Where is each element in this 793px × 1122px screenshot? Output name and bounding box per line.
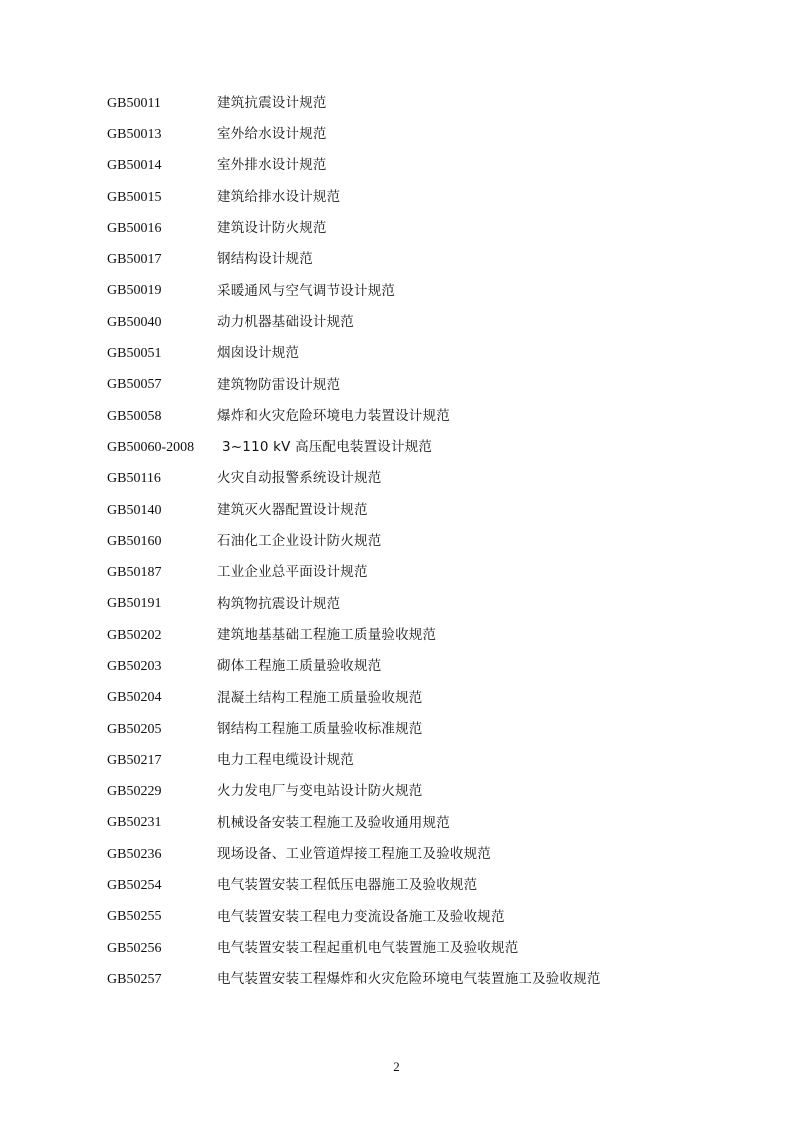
standard-title: 砌体工程施工质量验收规范 bbox=[217, 658, 382, 675]
list-item bbox=[107, 182, 727, 213]
list-item bbox=[107, 589, 727, 620]
list-item bbox=[107, 683, 727, 714]
standard-code: GB50217 bbox=[107, 752, 162, 768]
standard-title: 电气装置安装工程低压电器施工及验收规范 bbox=[217, 877, 478, 894]
standard-title: 室外给水设计规范 bbox=[217, 126, 327, 143]
list-item bbox=[107, 119, 727, 150]
standard-title: 3~110 kV 高压配电装置设计规范 bbox=[222, 439, 433, 456]
standard-title: 建筑灭火器配置设计规范 bbox=[217, 501, 368, 518]
standard-code: GB50116 bbox=[107, 471, 161, 487]
standard-title: 爆炸和火灾危险环境电力装置设计规范 bbox=[217, 407, 450, 424]
standard-code: GB50011 bbox=[107, 95, 161, 111]
standard-code: GB50160 bbox=[107, 533, 162, 549]
standard-code: GB50187 bbox=[107, 565, 162, 581]
standard-title: 工业企业总平面设计规范 bbox=[217, 564, 368, 581]
page-number: 2 bbox=[393, 1059, 400, 1074]
list-item bbox=[107, 151, 727, 182]
list-item bbox=[107, 870, 727, 901]
list-item bbox=[107, 338, 727, 369]
standard-title: 机械设备安装工程施工及验收通用规范 bbox=[217, 814, 450, 831]
standard-code: GB50255 bbox=[107, 909, 162, 925]
list-item bbox=[107, 88, 727, 119]
list-item bbox=[107, 964, 727, 995]
standards-list bbox=[107, 88, 727, 996]
standard-title: 室外排水设计规范 bbox=[217, 157, 327, 174]
standard-code: GB50057 bbox=[107, 377, 162, 393]
standard-title: 建筑设计防火规范 bbox=[217, 220, 327, 237]
standard-code: GB50254 bbox=[107, 878, 162, 894]
list-item bbox=[107, 933, 727, 964]
standard-code: GB50015 bbox=[107, 189, 162, 205]
list-item bbox=[107, 902, 727, 933]
list-item bbox=[107, 432, 727, 463]
standard-title: 建筑物防雷设计规范 bbox=[217, 376, 341, 393]
standard-code: GB50040 bbox=[107, 314, 162, 330]
list-item bbox=[107, 808, 727, 839]
standard-title: 钢结构设计规范 bbox=[217, 251, 313, 268]
standard-title: 石油化工企业设计防火规范 bbox=[217, 533, 382, 550]
list-item bbox=[107, 244, 727, 275]
list-item bbox=[107, 839, 727, 870]
standard-title: 电气装置安装工程起重机电气装置施工及验收规范 bbox=[217, 939, 519, 956]
standard-code: GB50016 bbox=[107, 220, 162, 236]
standard-title: 现场设备、工业管道焊接工程施工及验收规范 bbox=[217, 846, 491, 863]
standard-code: GB50140 bbox=[107, 502, 162, 518]
standard-title: 钢结构工程施工质量验收标准规范 bbox=[217, 720, 423, 737]
standard-title: 烟囱设计规范 bbox=[217, 345, 300, 362]
list-item bbox=[107, 464, 727, 495]
list-item bbox=[107, 777, 727, 808]
standard-code: GB50019 bbox=[107, 283, 162, 299]
standard-code: GB50256 bbox=[107, 940, 162, 956]
standard-code: GB50204 bbox=[107, 690, 162, 706]
standard-code: GB50058 bbox=[107, 408, 162, 424]
standard-code: GB50013 bbox=[107, 126, 162, 142]
list-item bbox=[107, 745, 727, 776]
standard-code: GB50236 bbox=[107, 846, 162, 862]
list-item bbox=[107, 307, 727, 338]
list-item bbox=[107, 276, 727, 307]
list-item bbox=[107, 213, 727, 244]
standard-code: GB50017 bbox=[107, 252, 162, 268]
list-item bbox=[107, 557, 727, 588]
list-item bbox=[107, 495, 727, 526]
standard-title: 电气装置安装工程电力变流设备施工及验收规范 bbox=[217, 908, 505, 925]
standard-title: 火力发电厂与变电站设计防火规范 bbox=[217, 783, 423, 800]
standard-title: 采暖通风与空气调节设计规范 bbox=[217, 282, 396, 299]
standard-title: 动力机器基础设计规范 bbox=[217, 313, 354, 330]
standard-title: 建筑地基基础工程施工质量验收规范 bbox=[217, 626, 437, 643]
list-item bbox=[107, 620, 727, 651]
list-item bbox=[107, 651, 727, 682]
standard-title: 建筑给排水设计规范 bbox=[217, 188, 341, 205]
list-item bbox=[107, 370, 727, 401]
standard-title: 电气装置安装工程爆炸和火灾危险环境电气装置施工及验收规范 bbox=[217, 971, 601, 988]
standard-code: GB50051 bbox=[107, 346, 162, 362]
standard-code: GB50191 bbox=[107, 596, 162, 612]
standard-code: GB50202 bbox=[107, 627, 162, 643]
standard-title: 混凝土结构工程施工质量验收规范 bbox=[217, 689, 423, 706]
list-item bbox=[107, 714, 727, 745]
standard-title: 建筑抗震设计规范 bbox=[217, 94, 327, 111]
standard-code: GB50205 bbox=[107, 721, 162, 737]
standard-code: GB50229 bbox=[107, 784, 162, 800]
standard-title: 电力工程电缆设计规范 bbox=[217, 752, 354, 769]
standard-code: GB50203 bbox=[107, 658, 162, 674]
standard-title: 火灾自动报警系统设计规范 bbox=[217, 470, 382, 487]
standard-code: GB50231 bbox=[107, 815, 162, 831]
standard-title: 构筑物抗震设计规范 bbox=[217, 595, 341, 612]
standard-code: GB50014 bbox=[107, 158, 162, 174]
list-item bbox=[107, 401, 727, 432]
standard-code: GB50257 bbox=[107, 971, 162, 987]
standard-code: GB50060-2008 bbox=[107, 439, 195, 455]
list-item bbox=[107, 526, 727, 557]
